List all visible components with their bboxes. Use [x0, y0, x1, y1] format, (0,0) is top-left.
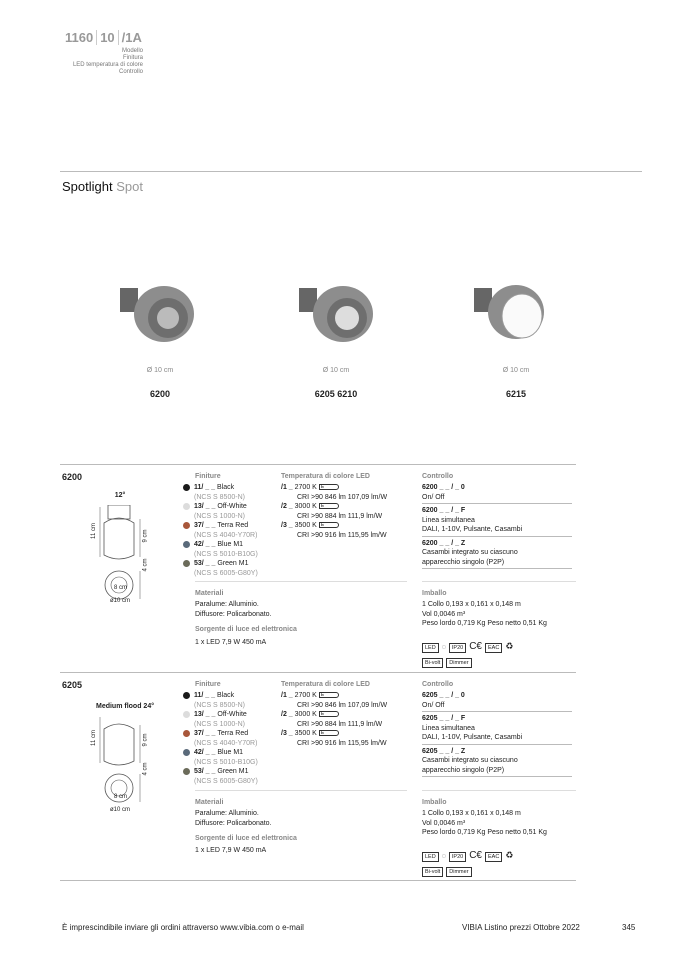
source-text: 1 x LED 7,9 W 450 mA — [195, 847, 267, 854]
materials-text: Paralume: Alluminio. Diffusore: Policarbonato. — [195, 601, 272, 618]
energy-label-icon — [319, 711, 339, 717]
source-label: Sorgente di luce ed elettronica — [195, 626, 297, 633]
beam-angle: 12° — [114, 492, 126, 499]
legend-control: Controllo — [118, 69, 143, 75]
inner-divider — [195, 581, 407, 582]
finish-item: 42/ _ _ Blue M1 — [183, 540, 278, 550]
badge-ip20: IP20 — [449, 643, 466, 653]
inner-divider — [195, 790, 407, 791]
section-title — [62, 179, 143, 194]
finish-item: 13/ _ _ Off-White — [183, 710, 278, 720]
dim-h3: 4 cm — [142, 558, 149, 572]
recycle-icon: ♻ — [505, 641, 514, 651]
swatch-blue — [183, 749, 190, 756]
code-legend — [50, 48, 143, 76]
ce-mark: C€ — [469, 850, 482, 861]
finish-item: 53/ _ _ Green M1 — [183, 559, 278, 569]
control-label: Controllo — [422, 681, 454, 688]
dim-w: 8 cm — [114, 794, 128, 800]
swatch-terra — [183, 522, 190, 529]
dim-h2: 9 cm — [142, 529, 149, 543]
swatch-offwhite — [183, 711, 190, 718]
dim-h3: 4 cm — [142, 762, 149, 776]
swatch-offwhite — [183, 503, 190, 510]
dim-h1: 11 cm — [90, 730, 97, 746]
control-list: 6200 _ _ / _ 0 On/ Off 6200 _ _ / _ F Linea simultanea DALI, 1-10V, Pulsante, Casambi 6200 _ _ / _ Z Casambi integrato su ciascuno apparecchio singolo (P2P) — [422, 483, 572, 569]
finish-item: 37/ _ _ Terra Red — [183, 729, 278, 739]
product-dim-1: Ø 10 cm — [146, 367, 174, 374]
pack-label: Imballo — [422, 590, 447, 597]
badge-bivolt: Bi-volt — [422, 867, 443, 877]
badge-dimmer: Dimmer — [446, 867, 471, 877]
code-model: 1160 — [62, 30, 97, 45]
dim-h1: 11 cm — [90, 523, 97, 539]
inner-divider — [422, 581, 576, 582]
dim-w: 8 cm — [114, 585, 128, 591]
beam-angle: Medium flood 24° — [95, 703, 155, 710]
product-image-6205 — [297, 280, 375, 351]
footer-note: È imprescindibile inviare gli ordini attraverso www.vibia.com o e-mail — [62, 923, 304, 932]
feature-badges — [422, 860, 475, 878]
finish-item: 53/ _ _ Green M1 — [183, 767, 278, 777]
swatch-black — [183, 692, 190, 699]
footer-brand: VIBIA Listino prezzi Ottobre 2022 — [462, 923, 580, 932]
bulb-icon: ◌ — [441, 853, 446, 860]
badge-bivolt: Bi-volt — [422, 658, 443, 668]
recycle-icon: ♻ — [505, 850, 514, 860]
swatch-terra — [183, 730, 190, 737]
finish-item: 37/ _ _ Terra Red — [183, 521, 278, 531]
badge-eac: EAC — [485, 643, 502, 653]
energy-label-icon — [319, 522, 339, 528]
badge-led: LED — [422, 643, 439, 653]
control-label: Controllo — [422, 473, 454, 480]
finish-item: 11/ _ _ Black — [183, 483, 278, 493]
product-image-6215 — [472, 280, 550, 351]
materials-label: Materiali — [195, 799, 224, 806]
pack-label: Imballo — [422, 799, 447, 806]
temp-label: Temperatura di colore LED — [281, 681, 370, 688]
product-image-6200 — [118, 280, 196, 351]
code-finish: 10 — [97, 30, 118, 45]
title-sub: Spot — [116, 179, 143, 194]
finishes-label: Finiture — [195, 473, 221, 480]
model-code-box — [62, 30, 145, 45]
temp-label: Temperatura di colore LED — [281, 473, 370, 480]
energy-label-icon — [319, 730, 339, 736]
block-divider — [60, 464, 576, 465]
finishes-list: 11/ _ _ Black (NCS S 8500-N) 13/ _ _ Off-White (NCS S 1000-N) 37/ _ _ Terra Red (NCS S 4040-Y70R) 42/ _ _ Blue M1 (NCS S 5010-B10G) 53/ _ _ Green M1 (NCS S 6005-G80Y) — [183, 691, 278, 786]
materials-text: Paralume: Alluminio. Diffusore: Policarbonato. — [195, 810, 272, 827]
energy-label-icon — [319, 692, 339, 698]
temp-list: /1 _ 2700 KE CRI >90 846 lm 107,09 lm/W /2 _ 3000 KE CRI >90 884 lm 111,9 lm/W /3 _ 3500 KE CRI >90 916 lm 115,95 lm/W — [281, 483, 416, 540]
legend-model: Modello — [121, 48, 143, 54]
finish-item: 11/ _ _ Black — [183, 691, 278, 701]
finishes-label: Finiture — [195, 681, 221, 688]
temp-list: /1 _ 2700 KE CRI >90 846 lm 107,09 lm/W /2 _ 3000 KE CRI >90 884 lm 111,9 lm/W /3 _ 3500 KE CRI >90 916 lm 115,95 lm/W — [281, 691, 416, 748]
dim-d: ø10 cm — [110, 598, 131, 604]
product-code-1: 6200 — [149, 389, 171, 399]
swatch-blue — [183, 541, 190, 548]
dim-h2: 9 cm — [142, 733, 149, 747]
block-code: 6200 — [62, 472, 83, 482]
dim-d: ø10 cm — [110, 807, 131, 813]
code-led: /1A — [121, 30, 142, 45]
block-divider — [60, 880, 576, 881]
legend-led: LED temperatura di colore — [72, 62, 143, 68]
product-code-3: 6215 — [505, 389, 527, 399]
pack-text: 1 Collo 0,193 x 0,161 x 0,148 m Vol 0,0046 m³ Peso lordo 0,719 Kg Peso netto 0,51 Kg — [422, 601, 547, 627]
energy-label-icon — [319, 484, 339, 490]
divider — [60, 171, 642, 172]
block-code: 6205 — [62, 680, 83, 690]
bulb-icon: ◌ — [441, 644, 446, 651]
product-code-2: 6205 6210 — [314, 389, 358, 399]
source-text: 1 x LED 7,9 W 450 mA — [195, 639, 267, 646]
badge-led: LED — [422, 852, 439, 862]
badge-dimmer: Dimmer — [446, 658, 471, 668]
swatch-green — [183, 560, 190, 567]
materials-label: Materiali — [195, 590, 224, 597]
energy-label-icon — [319, 503, 339, 509]
inner-divider — [422, 790, 576, 791]
control-list: 6205 _ _ / _ 0 On/ Off 6205 _ _ / _ F Linea simultanea DALI, 1-10V, Pulsante, Casambi 6205 _ _ / _ Z Casambi integrato su ciascuno apparecchio singolo (P2P) — [422, 691, 572, 777]
badge-eac: EAC — [485, 852, 502, 862]
finish-item: 13/ _ _ Off-White — [183, 502, 278, 512]
legend-finish: Finitura — [122, 55, 143, 61]
pack-text: 1 Collo 0,193 x 0,161 x 0,148 m Vol 0,0046 m³ Peso lordo 0,719 Kg Peso netto 0,51 Kg — [422, 810, 547, 836]
block-divider — [60, 672, 576, 673]
badge-ip20: IP20 — [449, 852, 466, 862]
product-dim-2: Ø 10 cm — [322, 367, 350, 374]
swatch-black — [183, 484, 190, 491]
title-main: Spotlight — [62, 179, 113, 194]
swatch-green — [183, 768, 190, 775]
product-dim-3: Ø 10 cm — [502, 367, 530, 374]
source-label: Sorgente di luce ed elettronica — [195, 835, 297, 842]
feature-badges — [422, 651, 475, 669]
finish-item: 42/ _ _ Blue M1 — [183, 748, 278, 758]
finishes-list: 11/ _ _ Black (NCS S 8500-N) 13/ _ _ Off-White (NCS S 1000-N) 37/ _ _ Terra Red (NCS S 4040-Y70R) 42/ _ _ Blue M1 (NCS S 5010-B10G) 53/ _ _ Green M1 (NCS S 6005-G80Y) — [183, 483, 278, 578]
ce-mark: C€ — [469, 641, 482, 652]
page-number: 345 — [622, 923, 636, 932]
